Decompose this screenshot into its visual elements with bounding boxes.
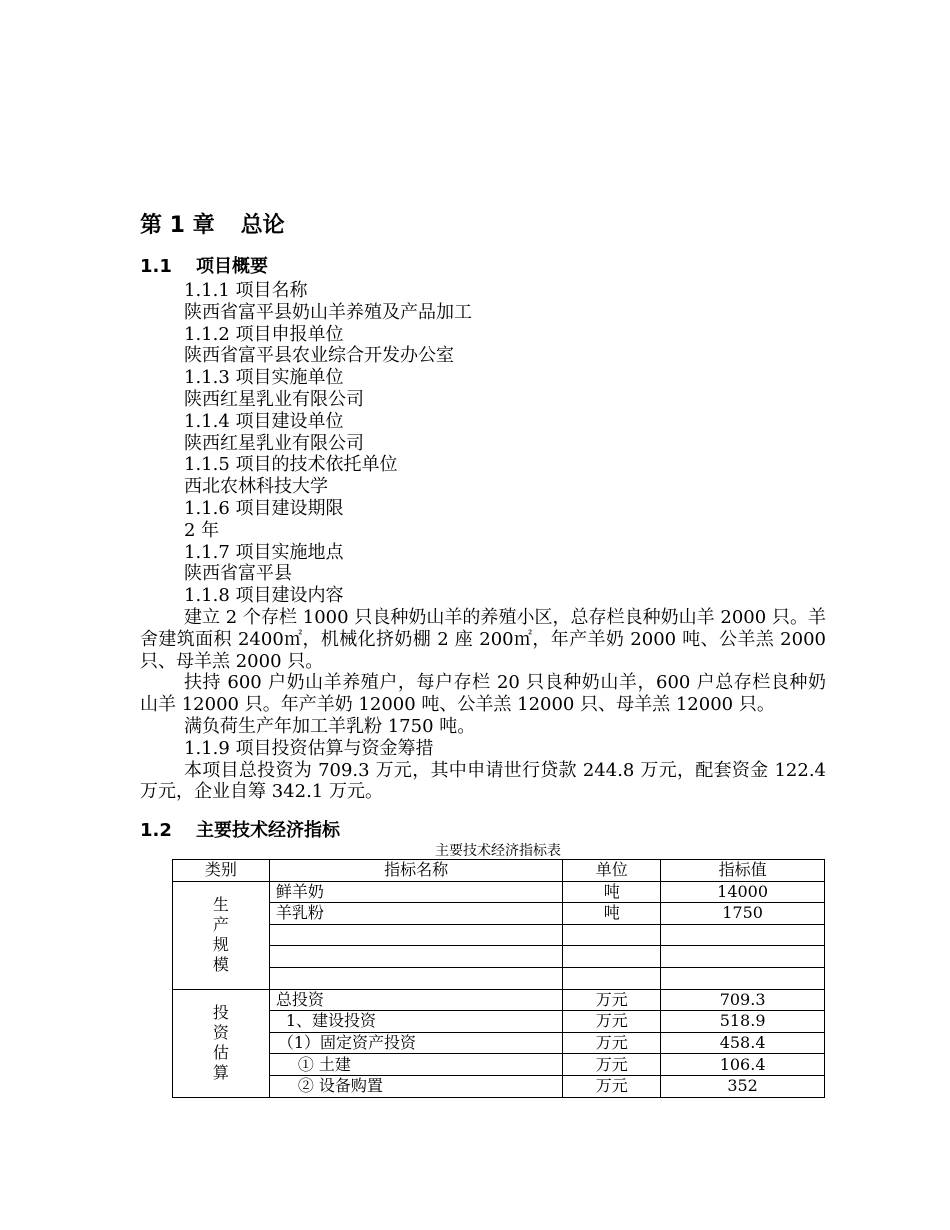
value-cell: 709.3 [661, 989, 825, 1011]
table-row [173, 924, 825, 946]
paragraph: 建立 2 个存栏 1000 只良种奶山羊的养殖小区，总存栏良种奶山羊 2000 只。羊舍建筑面积 2400㎡，机械化挤奶棚 2 座 200㎡，年产羊奶 2000 吨、公羊羔 2000 只、母羊羔 2000 只。 [140, 606, 826, 672]
item-content: 陕西红星乳业有限公司 [184, 388, 364, 410]
item-heading: 1.1.8 项目建设内容 [184, 585, 344, 607]
value-cell: 518.9 [661, 1011, 825, 1033]
table-row [173, 903, 825, 925]
item-content: 陕西省富平县农业综合开发办公室 [184, 345, 454, 367]
chapter-heading [140, 208, 285, 239]
value-cell: 14000 [661, 881, 825, 903]
table-header-row [173, 860, 825, 882]
category-char: 规 [212, 935, 229, 955]
section-title: 项目概要 [196, 256, 268, 277]
category-char: 算 [212, 1063, 229, 1083]
unit-cell [563, 946, 661, 968]
name-cell [269, 967, 563, 989]
table-row [173, 989, 825, 1011]
item-heading: 1.1.4 项目建设单位 [184, 410, 344, 432]
table-row [173, 1032, 825, 1054]
name-cell: 1、建设投资 [269, 1011, 563, 1033]
section-body [140, 280, 826, 803]
table-row [173, 1054, 825, 1076]
paragraph: 本项目总投资为 709.3 万元，其中申请世行贷款 244.8 万元，配套资金 122.4 万元，企业自筹 342.1 万元。 [140, 759, 826, 803]
indicators-table [172, 859, 825, 1098]
value-cell [661, 924, 825, 946]
name-cell [269, 924, 563, 946]
unit-cell: 吨 [563, 903, 661, 925]
name-cell: ① 土建 [269, 1054, 563, 1076]
category-char: 资 [212, 1023, 229, 1043]
name-cell: （1）固定资产投资 [269, 1032, 563, 1054]
category-cell [173, 881, 270, 989]
header-cell: 指标值 [661, 860, 825, 882]
table-caption: 主要技术经济指标表 [435, 843, 561, 859]
unit-cell: 万元 [563, 1032, 661, 1054]
header-cell: 类别 [173, 860, 270, 882]
table-row [173, 1075, 825, 1097]
item-content: 陕西省富平县奶山羊养殖及产品加工 [184, 301, 472, 323]
category-char: 产 [212, 915, 229, 935]
paragraph: 扶持 600 户奶山羊养殖户，每户存栏 20 只良种奶山羊，600 户总存栏良种奶山羊 12000 只。年产羊奶 12000 吨、公羊羔 12000 只、母羊羔 12000 只。 [140, 672, 826, 716]
item-content: 2 年 [184, 519, 220, 541]
table-row [173, 1011, 825, 1033]
item-heading: 1.1.9 项目投资估算与资金筹措 [184, 737, 434, 759]
item-content: 陕西红星乳业有限公司 [184, 432, 364, 454]
category-char: 模 [212, 955, 229, 975]
item-heading: 1.1.3 项目实施单位 [184, 367, 344, 389]
unit-cell: 万元 [563, 989, 661, 1011]
unit-cell: 万元 [563, 1011, 661, 1033]
value-cell [661, 967, 825, 989]
item-heading: 1.1.5 项目的技术依托单位 [184, 454, 398, 476]
category-cell [173, 989, 270, 1097]
category-char: 投 [212, 1003, 229, 1023]
paragraph: 满负荷生产年加工羊乳粉 1750 吨。 [184, 715, 476, 737]
name-cell: 总投资 [269, 989, 563, 1011]
section-heading-1-1 [140, 256, 268, 278]
item-heading: 1.1.2 项目申报单位 [184, 323, 344, 345]
value-cell [661, 946, 825, 968]
value-cell: 106.4 [661, 1054, 825, 1076]
value-cell: 458.4 [661, 1032, 825, 1054]
name-cell: 羊乳粉 [269, 903, 563, 925]
section-number: 1.2 [140, 820, 172, 841]
unit-cell: 万元 [563, 1054, 661, 1076]
header-cell: 指标名称 [269, 860, 563, 882]
unit-cell [563, 924, 661, 946]
value-cell: 1750 [661, 903, 825, 925]
item-heading: 1.1.7 项目实施地点 [184, 541, 344, 563]
value-cell: 352 [661, 1075, 825, 1097]
header-cell: 单位 [563, 860, 661, 882]
unit-cell: 万元 [563, 1075, 661, 1097]
name-cell [269, 946, 563, 968]
table-row [173, 967, 825, 989]
category-char: 估 [212, 1043, 229, 1063]
item-heading: 1.1.1 项目名称 [184, 280, 308, 301]
item-heading: 1.1.6 项目建设期限 [184, 497, 344, 519]
name-cell: ② 设备购置 [269, 1075, 563, 1097]
section-heading-1-2 [140, 820, 340, 842]
section-number: 1.1 [140, 256, 172, 277]
table-row [173, 946, 825, 968]
section-title: 主要技术经济指标 [196, 820, 340, 841]
item-content: 陕西省富平县 [184, 563, 292, 585]
unit-cell [563, 967, 661, 989]
chapter-title: 总论 [240, 213, 285, 238]
category-char: 生 [212, 895, 229, 915]
item-content: 西北农林科技大学 [184, 476, 328, 498]
name-cell: 鲜羊奶 [269, 881, 563, 903]
unit-cell: 吨 [563, 881, 661, 903]
chapter-number: 第 1 章 [140, 213, 215, 238]
table-row [173, 881, 825, 903]
